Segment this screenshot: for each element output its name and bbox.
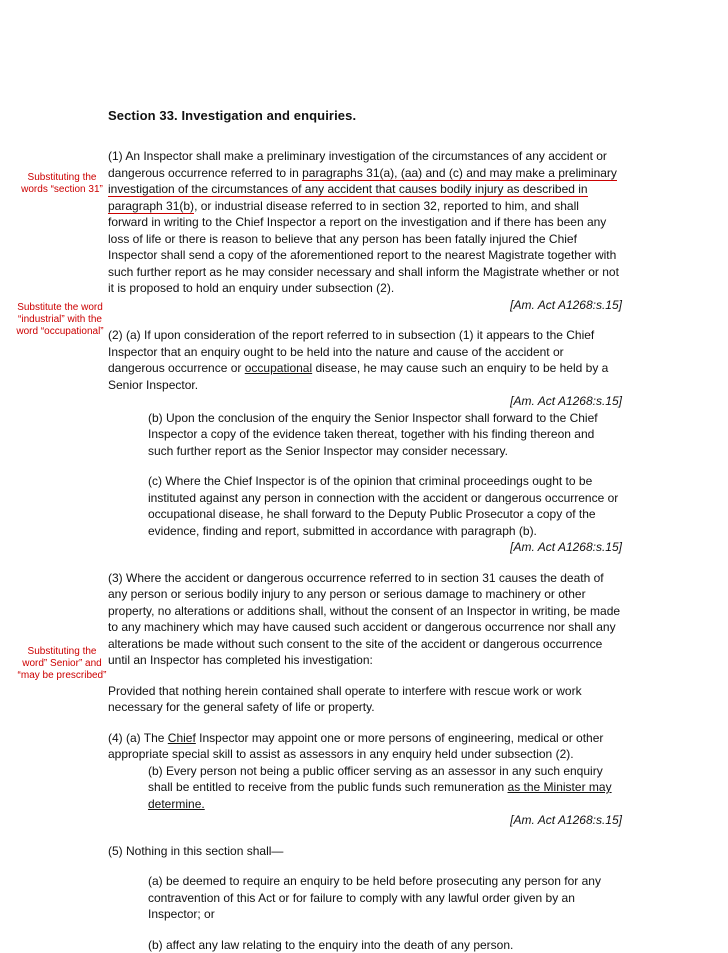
subsection-2b: (b) Upon the conclusion of the enquiry the Senior Inspector shall forward to the Chief Inspector a copy of the evidence taken thereat, together with his finding thereon and such further report as the Senior Inspector may consider necessary. <box>108 410 622 460</box>
amendment-note: [Am. Act A1268:s.15] <box>108 393 622 410</box>
subsection-5b: (b) affect any law relating to the enquiry into the death of any person. <box>108 937 622 953</box>
margin-note-3: Substituting the word” Senior” and “may be prescribed” <box>16 646 108 682</box>
subsection-3: (3) Where the accident or dangerous occurrence referred to in section 31 causes the death of any person or serious bodily injury to any person or serious damage to machinery or other property, no alterations or additions shall, without the consent of an Inspector in writing, be made to any machinery which may have caused such accident or dangerous occurrence nor shall any alterations be made without such consent to the site of the accident or dangerous occurrence until an Inspector has completed his investigation: <box>108 570 622 669</box>
amendment-note: [Am. Act A1268:s.15] <box>108 812 622 829</box>
subsection-5: (5) Nothing in this section shall— <box>108 843 622 860</box>
subsection-4b: (b) Every person not being a public officer serving as an assessor in any such enquiry shall be entitled to receive from the public funds such remuneration as the Minister may determine. <box>108 763 622 813</box>
subsection-2a: (2) (a) If upon consideration of the report referred to in subsection (1) it appears to the Chief Inspector that an enquiry ought to be held into the nature and cause of the accident or dangerous occurrence or occupational disease, he may cause such an enquiry to be held by a Senior Inspector. <box>108 327 622 393</box>
margin-note-2: Substitute the word “industrial” with the word “occupational” <box>14 302 106 338</box>
section-title: Section 33. Investigation and enquiries. <box>108 108 356 125</box>
amended-text: paragraphs 31(a), (aa) and (c) and may make a preliminary investigation of the circumstances of any accident that causes bodily injury as described in paragraph 31(b) <box>108 166 617 214</box>
subsection-4a: (4) (a) The Chief Inspector may appoint one or more persons of engineering, medical or other appropriate special skill to assist as assessors in any enquiry held under subsection (2). <box>108 730 622 763</box>
amended-text: as the Minister may determine. <box>148 780 612 811</box>
margin-note-1: Substituting the words “section 31” <box>16 172 108 196</box>
amended-word: Chief <box>168 731 196 745</box>
amendment-note: [Am. Act A1268:s.15] <box>108 297 622 314</box>
subsection-2c: (c) Where the Chief Inspector is of the opinion that criminal proceedings ought to be instituted against any person in connection with the accident or dangerous occurrence or occupational disease, he shall forward to the Deputy Public Prosecutor a copy of the evidence, finding and report, submitted in accordance with paragraph (b). <box>108 473 622 539</box>
subsection-5a: (a) be deemed to require an enquiry to be held before prosecuting any person for any contravention of this Act or for failure to comply with any lawful order given by an Inspector; or <box>108 873 622 923</box>
proviso: Provided that nothing herein contained shall operate to interfere with rescue work or work necessary for the general safety of life or property. <box>108 683 622 716</box>
main-text <box>108 148 622 953</box>
subsection-1: (1) An Inspector shall make a preliminary investigation of the circumstances of any accident or dangerous occurrence referred to in paragraphs 31(a), (aa) and (c) and may make a preliminary investigation of the circumstances of any accident that causes bodily injury as described in paragraph 31(b), or industrial disease referred to in section 32, reported to him, and shall forward in writing to the Chief Inspector a report on the investigation and if there has been any loss of life or there is reason to believe that any person has been fatally injured the Chief Inspector shall send a copy of the aforementioned report to the nearest Magistrate together with such further report as he may consider necessary and shall inform the Magistrate whether or not it is proposed to hold an enquiry under subsection (2). <box>108 148 622 297</box>
amendment-note: [Am. Act A1268:s.15] <box>108 539 622 556</box>
amended-word: occupational <box>245 361 312 375</box>
